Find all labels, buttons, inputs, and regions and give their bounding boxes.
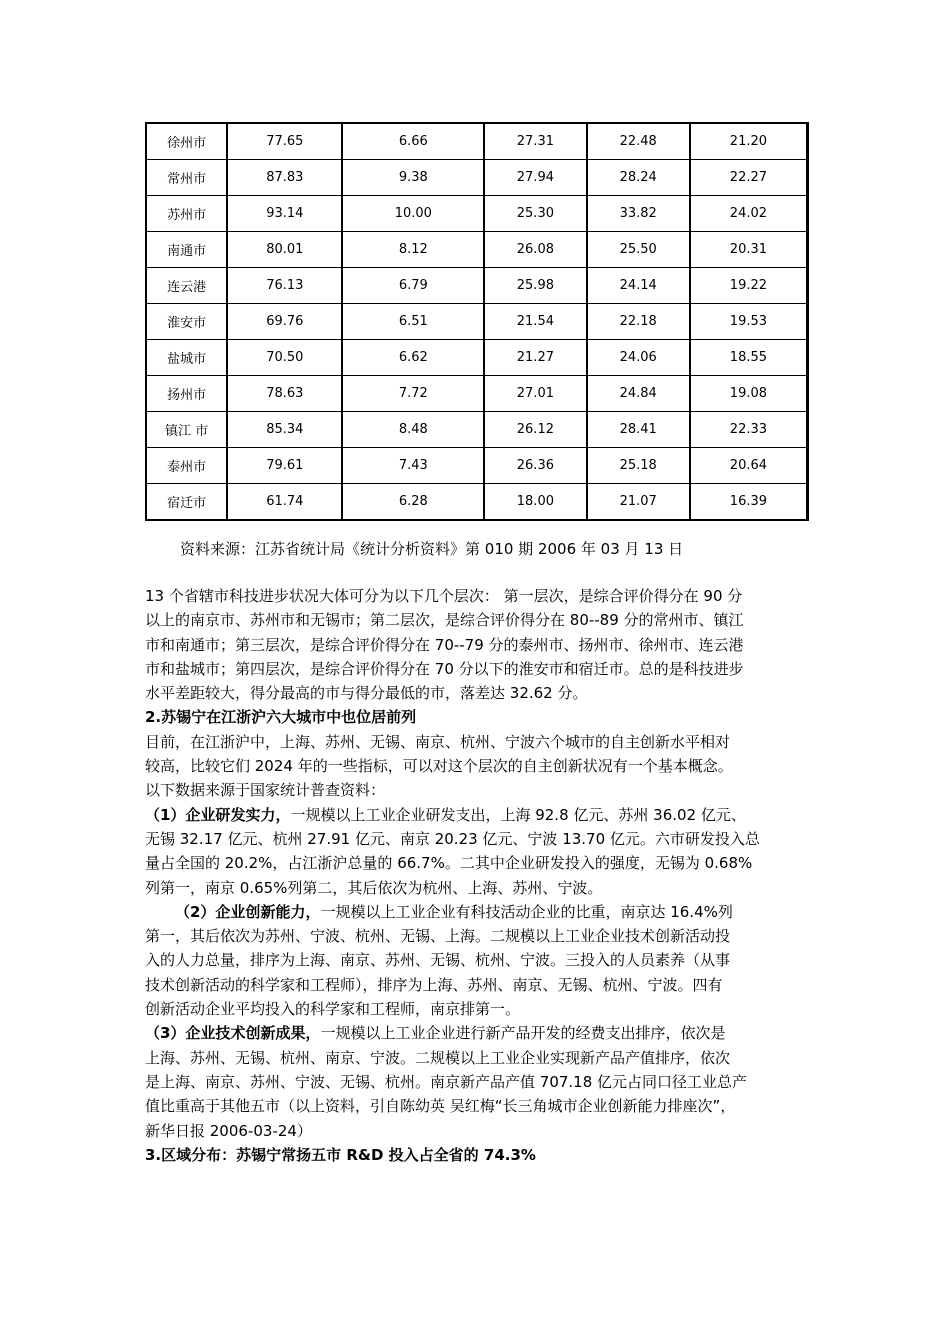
paragraph-line: 新华日报 2006-03-24）: [145, 1121, 312, 1140]
value-cell: 22.18: [588, 304, 691, 340]
paragraph-line: 技术创新活动的科学家和工程师），排序为上海、苏州、南京、无锡、杭州、宁波。四有: [145, 975, 723, 994]
table-row: [147, 160, 806, 196]
value-cell: 19.22: [691, 268, 806, 304]
value-cell: 61.74: [228, 484, 343, 519]
table-row: [147, 448, 806, 484]
paragraph-line: 市和盐城市；第四层次，是综合评价得分在 70 分以下的淮安市和宿迁市。总的是科技进步: [145, 659, 744, 678]
value-cell: 28.24: [588, 160, 691, 196]
city-name-cell: 常州市: [147, 160, 228, 196]
city-name-cell: 苏州市: [147, 196, 228, 232]
value-cell: 6.79: [343, 268, 485, 304]
paragraph-line: 目前，在江浙沪中，上海、苏州、无锡、南京、杭州、宁波六个城市的自主创新水平相对: [145, 732, 731, 751]
value-cell: 27.01: [485, 376, 587, 412]
table-body: [147, 124, 806, 519]
item-rd-line: 一规模以上工业企业研发支出，上海 92.8 亿元、苏州 36.02 亿元、: [290, 805, 746, 824]
table-row: [147, 340, 806, 376]
value-cell: 76.13: [228, 268, 343, 304]
paragraph-line: 以下数据来源于国家统计普查资料：: [145, 781, 386, 800]
value-cell: 22.48: [588, 124, 691, 160]
table-row: [147, 196, 806, 232]
value-cell: 69.76: [228, 304, 343, 340]
value-cell: 25.98: [485, 268, 587, 304]
value-cell: 9.38: [343, 160, 485, 196]
value-cell: 6.66: [343, 124, 485, 160]
item-innovation-capacity: [145, 900, 825, 1021]
city-name-cell: 南通市: [147, 232, 228, 268]
paragraph-line: 13 个省辖市科技进步状况大体可分为以下几个层次： 第一层次，是综合评价得分在 90 分: [145, 587, 743, 605]
value-cell: 25.30: [485, 196, 587, 232]
value-cell: 27.31: [485, 124, 587, 160]
value-cell: 26.36: [485, 448, 587, 484]
city-name-cell: 淮安市: [147, 304, 228, 340]
city-name-cell: 泰州市: [147, 448, 228, 484]
city-name-cell: 扬州市: [147, 376, 228, 412]
paragraph-line: 值比重高于其他五市（以上资料，引自陈幼英 吴红梅“长三角城市企业创新能力排座次”，: [145, 1097, 736, 1116]
value-cell: 18.00: [485, 484, 587, 519]
value-cell: 19.53: [691, 304, 806, 340]
item-results-first-line: [145, 1021, 825, 1045]
item-capacity-first-line: [145, 900, 825, 924]
item-results-label: （3）企业技术创新成果，: [145, 1024, 321, 1043]
paragraph-line: 无锡 32.17 亿元、杭州 27.91 亿元、南京 20.23 亿元、宁波 13.70 亿元。六市研发投入总: [145, 829, 760, 848]
section-heading-2: 2.苏锡宁在江浙沪六大城市中也位居前列: [145, 708, 417, 727]
value-cell: 24.14: [588, 268, 691, 304]
document-body: [145, 584, 825, 1167]
paragraph-line: 量占全国的 20.2%，占江浙沪总量的 66.7%。二其中企业研发投入的强度，无锡为 0.68%: [145, 854, 753, 873]
section-heading-3: 3.区域分布：苏锡宁常扬五市 R&D 投入占全省的 74.3%: [145, 1145, 536, 1164]
item-capacity-label: （2）企业创新能力，: [175, 902, 321, 921]
paragraph-line: 入的人力总量，排序为上海、南京、苏州、无锡、杭州、宁波。三投入的人员素养（从事: [145, 951, 731, 970]
value-cell: 7.72: [343, 376, 485, 412]
value-cell: 26.12: [485, 412, 587, 448]
paragraph-line: 是上海、南京、苏州、宁波、无锡、杭州。南京新产品产值 707.18 亿元占同口径工业总产: [145, 1072, 748, 1091]
value-cell: 22.27: [691, 160, 806, 196]
value-cell: 21.07: [588, 484, 691, 519]
item-capacity-line: 一规模以上工业企业有科技活动企业的比重，南京达 16.4%列: [320, 902, 733, 921]
value-cell: 6.28: [343, 484, 485, 519]
paragraph-line: 第一，其后依次为苏州、宁波、杭州、无锡、上海。二规模以上工业企业技术创新活动投: [145, 927, 731, 946]
city-name-cell: 宿迁市: [147, 484, 228, 519]
value-cell: 19.08: [691, 376, 806, 412]
paragraph-line: 市和南通市；第三层次，是综合评价得分在 70--79 分的泰州市、扬州市、徐州市、连云港: [145, 635, 744, 654]
value-cell: 28.41: [588, 412, 691, 448]
value-cell: 80.01: [228, 232, 343, 268]
item-rd-label: （1）企业研发实力，: [145, 805, 291, 824]
value-cell: 77.65: [228, 124, 343, 160]
value-cell: 6.62: [343, 340, 485, 376]
item-rd-first-line: [145, 803, 825, 827]
city-name-cell: 徐州市: [147, 124, 228, 160]
value-cell: 18.55: [691, 340, 806, 376]
value-cell: 70.50: [228, 340, 343, 376]
value-cell: 7.43: [343, 448, 485, 484]
table-row: [147, 484, 806, 519]
value-cell: 10.00: [343, 196, 485, 232]
value-cell: 93.14: [228, 196, 343, 232]
value-cell: 21.20: [691, 124, 806, 160]
table-row: [147, 376, 806, 412]
city-name-cell: 盐城市: [147, 340, 228, 376]
value-cell: 78.63: [228, 376, 343, 412]
value-cell: 20.31: [691, 232, 806, 268]
paragraph-line: 创新活动企业平均投入的科学家和工程师，南京排第一。: [145, 1000, 521, 1019]
paragraph-city-levels: [145, 584, 825, 705]
value-cell: 6.51: [343, 304, 485, 340]
value-cell: 22.33: [691, 412, 806, 448]
paragraph-line: 较高，比较它们 2024 年的一些指标，可以对这个层次的自主创新状况有一个基本概念。: [145, 757, 733, 776]
value-cell: 26.08: [485, 232, 587, 268]
city-name-cell: 连云港: [147, 268, 228, 304]
item-innovation-results: [145, 1021, 825, 1142]
value-cell: 8.48: [343, 412, 485, 448]
city-name-cell: 镇江 市: [147, 412, 228, 448]
table-row: [147, 304, 806, 340]
city-score-table: [145, 122, 809, 521]
value-cell: 8.12: [343, 232, 485, 268]
table-row: [147, 232, 806, 268]
value-cell: 21.27: [485, 340, 587, 376]
value-cell: 79.61: [228, 448, 343, 484]
paragraph-line: 上海、苏州、无锡、杭州、南京、宁波。二规模以上工业企业实现新产品产值排序，依次: [145, 1048, 731, 1067]
value-cell: 25.50: [588, 232, 691, 268]
paragraph-line: 列第一，南京 0.65%列第二，其后依次为杭州、上海、苏州、宁波。: [145, 878, 603, 897]
value-cell: 24.06: [588, 340, 691, 376]
value-cell: 33.82: [588, 196, 691, 232]
paragraph-line: 以上的南京市、苏州市和无锡市；第二层次，是综合评价得分在 80--89 分的常州市、镇江: [145, 611, 744, 630]
value-cell: 27.94: [485, 160, 587, 196]
paragraph-line: 水平差距较大，得分最高的市与得分最低的市，落差达 32.62 分。: [145, 684, 588, 703]
value-cell: 24.84: [588, 376, 691, 412]
value-cell: 25.18: [588, 448, 691, 484]
source-note: 资料来源：江苏省统计局《统计分析资料》第 010 期 2006 年 03 月 13 日: [180, 540, 684, 558]
value-cell: 85.34: [228, 412, 343, 448]
table-row: [147, 268, 806, 304]
paragraph-intro-six-cities: [145, 730, 825, 803]
table-row: [147, 412, 806, 448]
item-rd-strength: [145, 803, 825, 900]
item-results-line: 一规模以上工业企业进行新产品开发的经费支出排序，依次是: [320, 1024, 726, 1043]
value-cell: 87.83: [228, 160, 343, 196]
value-cell: 24.02: [691, 196, 806, 232]
statistics-table-wrapper: [145, 122, 809, 521]
value-cell: 20.64: [691, 448, 806, 484]
value-cell: 16.39: [691, 484, 806, 519]
table-row: [147, 124, 806, 160]
value-cell: 21.54: [485, 304, 587, 340]
